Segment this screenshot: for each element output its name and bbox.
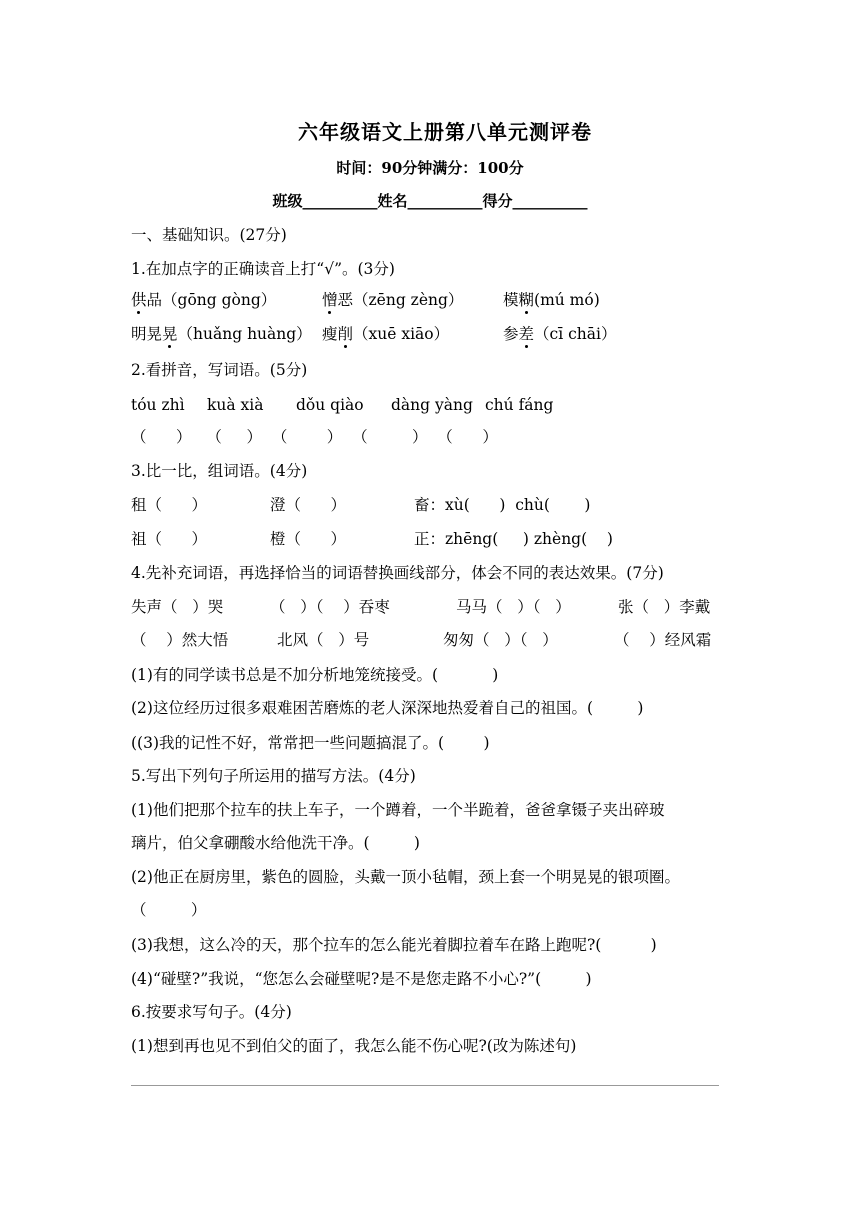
idiom-item: 张（ ）李戴 bbox=[618, 598, 711, 616]
question-sentence: 璃片，伯父拿硼酸水给他洗干净。( ) bbox=[131, 834, 420, 852]
question-sentence: ((3)我的记性不好，常常把一些问题搞混了。( ) bbox=[131, 734, 490, 752]
question-2-prompt: 2.看拼音，写词语。(5分) bbox=[131, 361, 308, 379]
word-compare-item: 祖（ ） bbox=[131, 530, 208, 548]
question-sentence: (4)“碰壁?”我说，“您怎么会碰壁呢?是不是您走路不小心?”( ) bbox=[131, 970, 592, 988]
idiom-item: 北风（ ）号 bbox=[277, 631, 370, 649]
page-title: 六年级语文上册第八单元测评卷 bbox=[298, 120, 592, 144]
question-sentence: (2)这位经历过很多艰难困苦磨炼的老人深深地热爱着自己的祖国。( ) bbox=[131, 699, 644, 717]
word-compare-item: 澄（ ） bbox=[270, 496, 347, 514]
idiom-item: 匆匆（ ）（ ） bbox=[443, 631, 558, 649]
answer-blanks: （ ） （ ） （ ） （ ） （ ） bbox=[131, 428, 498, 446]
exam-time-line: 时间：90分钟满分：100分 bbox=[336, 159, 524, 177]
pronunciation-item: 瘦削（xuē xiāo） bbox=[322, 325, 450, 343]
section-heading: 一、基础知识。(27分) bbox=[131, 226, 287, 244]
idiom-item: 失声（ ）哭 bbox=[131, 598, 224, 616]
question-sentence: (3)我想，这么冷的天，那个拉车的怎么能光着脚拉着车在路上跑呢?( ) bbox=[131, 936, 657, 954]
pronunciation-item: 模糊(mú mó) bbox=[503, 291, 600, 309]
question-sentence: （ ） bbox=[131, 901, 207, 919]
question-1-prompt: 1.在加点字的正确读音上打“√”。(3分) bbox=[131, 260, 395, 278]
pinyin-word: chú fáng bbox=[485, 396, 554, 414]
idiom-item: （ ）然大悟 bbox=[131, 631, 229, 649]
word-compare-item: 畜：xù( ) chù( ) bbox=[414, 496, 591, 514]
question-3-prompt: 3.比一比，组词语。(4分) bbox=[131, 462, 308, 480]
question-sentence: (1)他们把那个拉车的扶上车子，一个蹲着，一个半跪着，爸爸拿镊子夹出碎玻 bbox=[131, 801, 665, 819]
pinyin-word: kuà xià bbox=[207, 396, 264, 414]
word-compare-item: 租（ ） bbox=[131, 496, 208, 514]
pronunciation-item: 参差（cī chāi） bbox=[503, 325, 617, 343]
question-6-prompt: 6.按要求写句子。(4分) bbox=[131, 1003, 292, 1021]
pronunciation-item: 明晃晃（huǎng huàng） bbox=[131, 325, 312, 343]
idiom-item: （ ）经风霜 bbox=[614, 631, 712, 649]
idiom-item: 马马（ ）（ ） bbox=[456, 598, 571, 616]
question-sentence: (1)想到再也见不到伯父的面了，我怎么能不伤心呢?(改为陈述句) bbox=[131, 1037, 577, 1055]
pronunciation-item: 供品（gōng gòng） bbox=[131, 291, 277, 309]
word-compare-item: 正：zhēng( ) zhèng( ) bbox=[414, 530, 613, 548]
answer-line[interactable] bbox=[131, 1085, 719, 1086]
student-info-line: 班级__________姓名__________得分__________ bbox=[272, 192, 588, 210]
pinyin-word: dàng yàng bbox=[391, 396, 473, 414]
pinyin-word: dǒu qiào bbox=[296, 396, 364, 414]
question-5-prompt: 5.写出下列句子所运用的描写方法。(4分) bbox=[131, 767, 416, 785]
question-sentence: (2)他正在厨房里，紫色的圆脸，头戴一顶小毡帽，颈上套一个明晃晃的银项圈。 bbox=[131, 868, 680, 886]
word-compare-item: 橙（ ） bbox=[270, 530, 347, 548]
pinyin-word: tóu zhì bbox=[131, 396, 185, 414]
question-4-prompt: 4.先补充词语，再选择恰当的词语替换画线部分，体会不同的表达效果。(7分) bbox=[131, 564, 664, 582]
question-sentence: (1)有的同学读书总是不加分析地笼统接受。( ) bbox=[131, 666, 499, 684]
pronunciation-item: 憎恶（zēng zèng） bbox=[322, 291, 464, 309]
idiom-item: （ ）（ ）吞枣 bbox=[270, 598, 390, 616]
